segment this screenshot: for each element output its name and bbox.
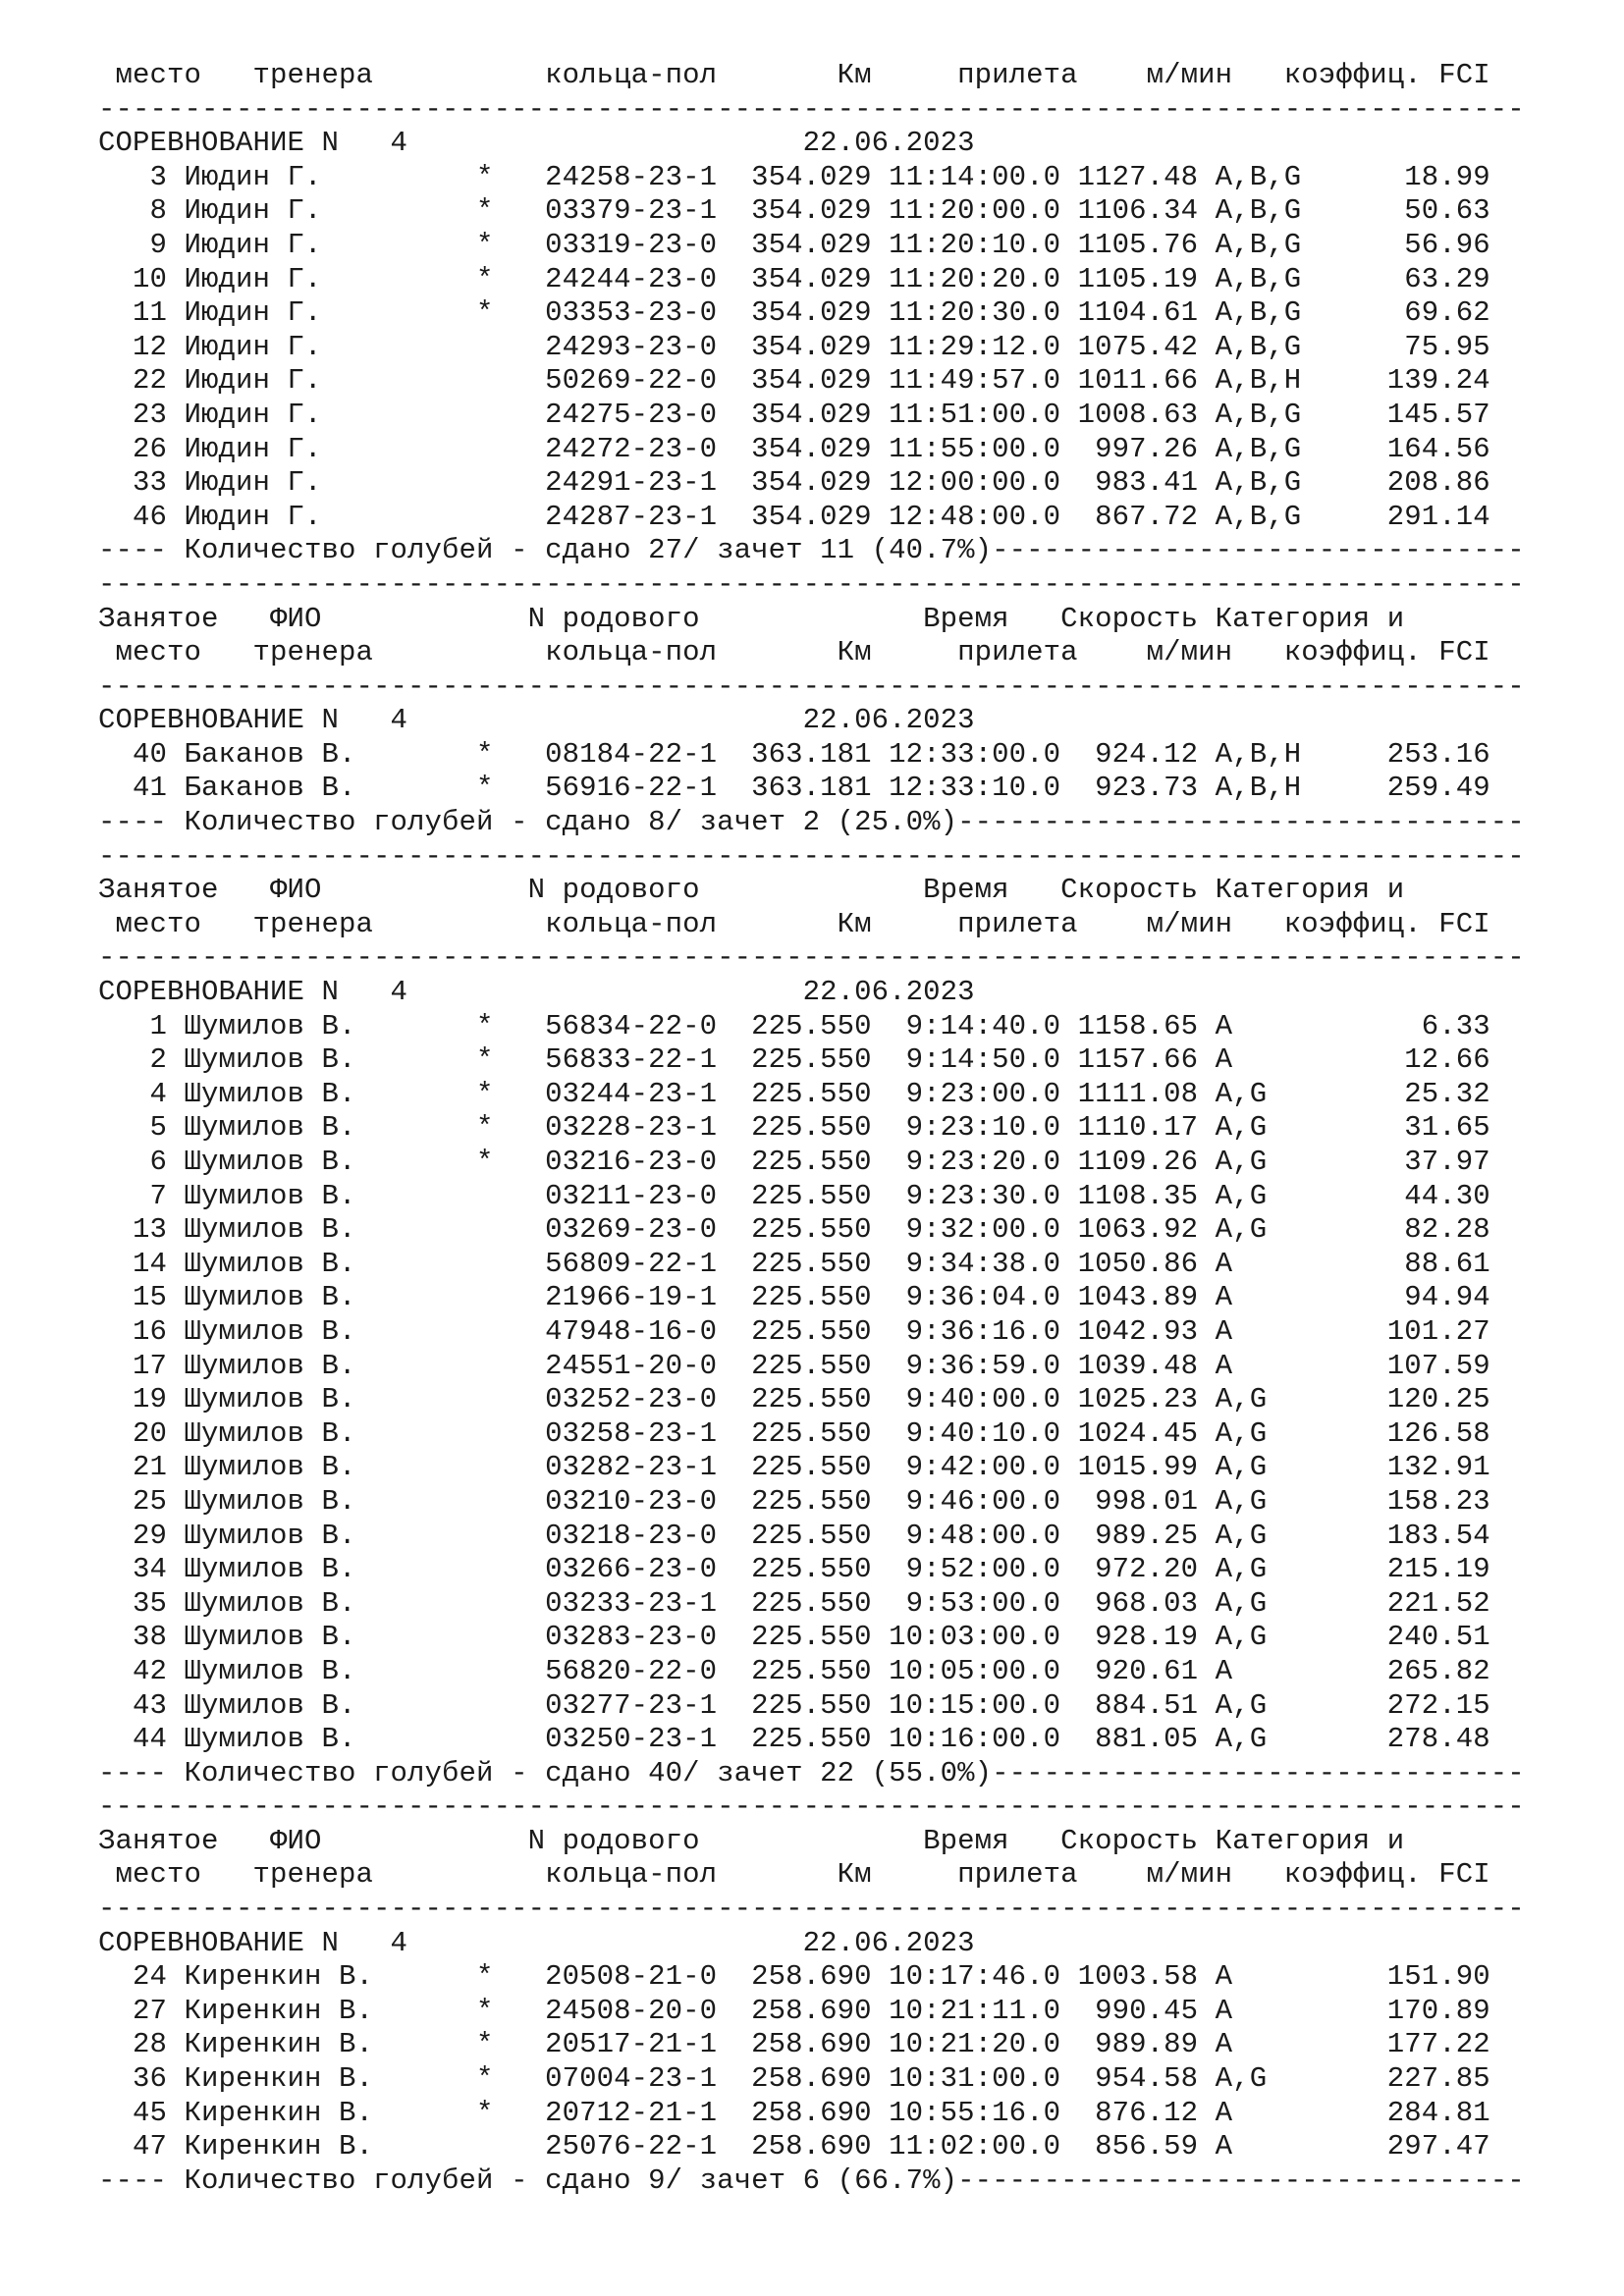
competition-header: СОРЕВНОВАНИЕ N 4 22.06.2023 [98,976,975,1009]
result-row: 40 Баканов В. * 08184-22-1 363.181 12:33:00.0 924.12 A,B,H 253.16 [98,737,1490,771]
result-row: 28 Киренкин В. * 20517-21-1 258.690 10:21:20.0 989.89 A 177.22 [98,2028,1490,2061]
result-row: 36 Киренкин В. * 07004-23-1 258.690 10:31:00.0 954.58 A,G 227.85 [98,2062,1490,2096]
summary-line: ---- Количество голубей - сдано 8/ зачет 2 (25.0%)--------------------------------- [98,806,1525,839]
summary-line: ---- Количество голубей - сдано 40/ зачет 22 (55.0%)------------------------------- [98,1756,1525,1789]
result-row: 25 Шумилов В. 03210-23-0 225.550 9:46:00.0 998.01 A,G 158.23 [98,1484,1490,1518]
result-row: 42 Шумилов В. 56820-22-0 225.550 10:05:00.0 920.61 A 265.82 [98,1654,1490,1687]
result-row: 46 Июдин Г. 24287-23-1 354.029 12:48:00.0 867.72 A,B,G 291.14 [98,500,1490,533]
separator-line: ----------------------------------------------------------------------------------- [98,839,1525,873]
summary-line: ---- Количество голубей - сдано 9/ зачет 6 (66.7%)--------------------------------- [98,2163,1525,2197]
result-row: 24 Киренкин В. * 20508-21-0 258.690 10:17:46.0 1003.58 A 151.90 [98,1960,1490,1994]
competition-header: СОРЕВНОВАНИЕ N 4 22.06.2023 [98,704,975,737]
result-row: 9 Июдин Г. * 03319-23-0 354.029 11:20:10.0 1105.76 A,B,G 56.96 [98,228,1490,261]
result-row: 21 Шумилов В. 03282-23-1 225.550 9:42:00.0 1015.99 A,G 132.91 [98,1451,1490,1484]
result-row: 8 Июдин Г. * 03379-23-1 354.029 11:20:00.0 1106.34 A,B,G 50.63 [98,194,1490,228]
separator-line: ----------------------------------------------------------------------------------- [98,92,1525,126]
result-row: 6 Шумилов В. * 03216-23-0 225.550 9:23:20.0 1109.26 A,G 37.97 [98,1146,1490,1178]
result-row: 13 Шумилов В. 03269-23-0 225.550 9:32:00.0 1063.92 A,G 82.28 [98,1213,1490,1247]
result-row: 2 Шумилов В. * 56833-22-1 225.550 9:14:50.0 1157.66 A 12.66 [98,1043,1490,1077]
column-header: место тренера кольца-пол Км прилета м/мин коэффиц. FCI [98,59,1490,91]
result-row: 16 Шумилов В. 47948-16-0 225.550 9:36:16.0 1042.93 A 101.27 [98,1314,1490,1348]
result-row: 23 Июдин Г. 24275-23-0 354.029 11:51:00.0 1008.63 A,B,G 145.57 [98,398,1490,431]
result-row: 7 Шумилов В. 03211-23-0 225.550 9:23:30.0 1108.35 A,G 44.30 [98,1179,1490,1212]
competition-header: СОРЕВНОВАНИЕ N 4 22.06.2023 [98,127,975,160]
competition-header: СОРЕВНОВАНИЕ N 4 22.06.2023 [98,1926,975,1959]
separator-line: ----------------------------------------------------------------------------------- [98,1893,1525,1926]
result-row: 10 Июдин Г. * 24244-23-0 354.029 11:20:20.0 1105.19 A,B,G 63.29 [98,262,1490,295]
separator-line: ----------------------------------------------------------------------------------- [98,941,1525,975]
result-row: 44 Шумилов В. 03250-23-1 225.550 10:16:00.0 881.05 A,G 278.48 [98,1723,1490,1756]
column-header: Занятое ФИО N родового Время Скорость Категория и [98,1824,1405,1857]
result-row: 34 Шумилов В. 03266-23-0 225.550 9:52:00.0 972.20 A,G 215.19 [98,1553,1490,1586]
separator-line: ----------------------------------------------------------------------------------- [98,567,1525,601]
result-row: 17 Шумилов В. 24551-20-0 225.550 9:36:59.0 1039.48 A 107.59 [98,1349,1490,1382]
column-header: место тренера кольца-пол Км прилета м/мин коэффиц. FCI [98,1858,1490,1892]
result-row: 5 Шумилов В. * 03228-23-1 225.550 9:23:10.0 1110.17 A,G 31.65 [98,1111,1490,1145]
column-header: место тренера кольца-пол Км прилета м/мин коэффиц. FCI [98,907,1490,940]
result-row: 27 Киренкин В. * 24508-20-0 258.690 10:21:11.0 990.45 A 170.89 [98,1994,1490,2027]
result-row: 41 Баканов В. * 56916-22-1 363.181 12:33:10.0 923.73 A,B,H 259.49 [98,772,1490,805]
result-row: 45 Киренкин В. * 20712-21-1 258.690 10:55:16.0 876.12 A 284.81 [98,2096,1490,2129]
result-row: 35 Шумилов В. 03233-23-1 225.550 9:53:00.0 968.03 A,G 221.52 [98,1586,1490,1620]
result-row: 4 Шумилов В. * 03244-23-1 225.550 9:23:00.0 1111.08 A,G 25.32 [98,1077,1490,1110]
column-header: Занятое ФИО N родового Время Скорость Категория и [98,874,1405,907]
column-header: место тренера кольца-пол Км прилета м/мин коэффиц. FCI [98,636,1490,669]
result-row: 15 Шумилов В. 21966-19-1 225.550 9:36:04.0 1043.89 A 94.94 [98,1281,1490,1314]
result-row: 47 Киренкин В. 25076-22-1 258.690 11:02:00.0 856.59 A 297.47 [98,2130,1490,2163]
result-row: 38 Шумилов В. 03283-23-0 225.550 10:03:00.0 928.19 A,G 240.51 [98,1621,1490,1654]
result-row: 14 Шумилов В. 56809-22-1 225.550 9:34:38.0 1050.86 A 88.61 [98,1247,1490,1280]
result-row: 3 Июдин Г. * 24258-23-1 354.029 11:14:00.0 1127.48 A,B,G 18.99 [98,160,1490,193]
result-row: 1 Шумилов В. * 56834-22-0 225.550 9:14:40.0 1158.65 A 6.33 [98,1009,1490,1042]
result-row: 26 Июдин Г. 24272-23-0 354.029 11:55:00.0 997.26 A,B,G 164.56 [98,432,1490,465]
result-row: 20 Шумилов В. 03258-23-1 225.550 9:40:10.0 1024.45 A,G 126.58 [98,1416,1490,1450]
column-header: Занятое ФИО N родового Время Скорость Категория и [98,602,1405,635]
result-row: 11 Июдин Г. * 03353-23-0 354.029 11:20:30.0 1104.61 A,B,G 69.62 [98,296,1490,330]
separator-line: ----------------------------------------------------------------------------------- [98,669,1525,703]
result-row: 12 Июдин Г. 24293-23-0 354.029 11:29:12.0 1075.42 A,B,G 75.95 [98,330,1490,363]
result-row: 19 Шумилов В. 03252-23-0 225.550 9:40:00.0 1025.23 A,G 120.25 [98,1383,1490,1416]
result-row: 43 Шумилов В. 03277-23-1 225.550 10:15:00.0 884.51 A,G 272.15 [98,1688,1490,1722]
summary-line: ---- Количество голубей - сдано 27/ зачет 11 (40.7%)------------------------------- [98,534,1525,567]
result-row: 22 Июдин Г. 50269-22-0 354.029 11:49:57.0 1011.66 A,B,H 139.24 [98,364,1490,398]
result-row: 33 Июдин Г. 24291-23-1 354.029 12:00:00.0 983.41 A,B,G 208.86 [98,466,1490,500]
separator-line: ----------------------------------------------------------------------------------- [98,1790,1525,1824]
results-printout [98,59,1525,2198]
result-row: 29 Шумилов В. 03218-23-0 225.550 9:48:00.0 989.25 A,G 183.54 [98,1519,1490,1552]
